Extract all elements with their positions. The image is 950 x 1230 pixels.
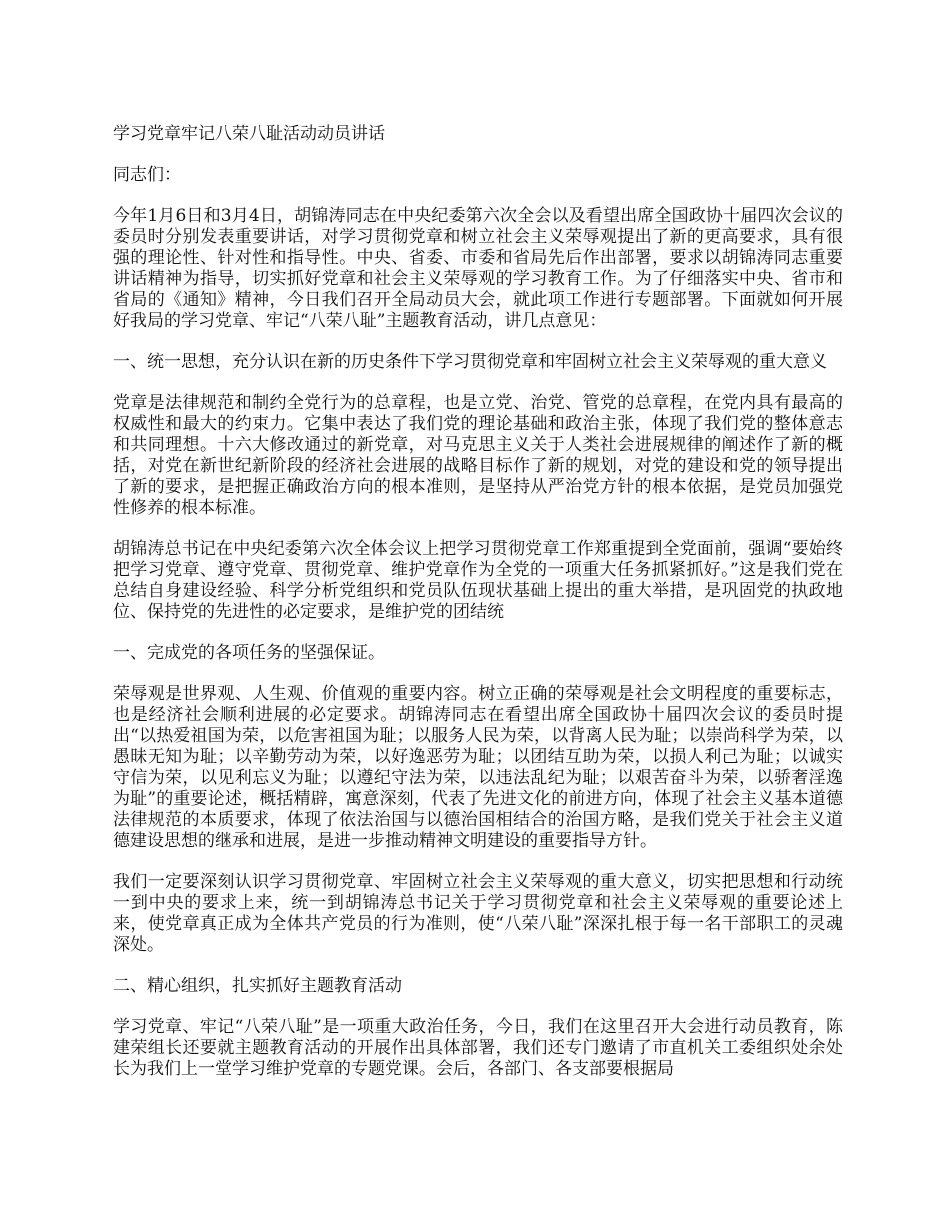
document-title: 学习党章牢记八荣八耻活动动员讲话	[113, 124, 385, 144]
paragraph-organize: 学习党章、牢记“八荣八耻”是一项重大政治任务，今日，我们在这里召开大会进行动员教育，陈建荣组长还要就主题教育活动的开展作出具体部署，我们还专门邀请了市直机关工委组织处余处长为我们上一堂学习维护党章的专题党课。会后，各部门、各支部要根据局	[113, 1017, 843, 1079]
paragraph-hu-speech: 胡锦涛总书记在中央纪委第六次全体会议上把学习贯彻党章工作郑重提到全党面前，强调“要始终把学习党章、遵守党章、贯彻党章、维护党章作为全党的一项重大任务抓紧抓好。”这是我们党在总结自身建设经验、科学分析党组织和党员队伍现状基础上提出的重大举措，是巩固党的执政地位、保持党的先进性的必定要求，是维护党的团结统	[113, 539, 843, 622]
paragraph-understanding: 我们一定要深刻认识学习贯彻党章、牢固树立社会主义荣辱观的重大意义，切实把思想和行动统一到中央的要求上来，统一到胡锦涛总书记关于学习贯彻党章和社会主义荣辱观的重要论述上来，使党章真正成为全体共产党员的行为准则，使“八荣八耻”深深扎根于每一名干部职工的灵魂深处。	[113, 872, 843, 955]
document-page	[113, 124, 843, 1100]
salutation: 同志们：	[113, 165, 181, 185]
paragraph-intro: 今年1月6日和3月4日，胡锦涛同志在中央纪委第六次全会以及看望出席全国政协十届四次会议的委员时分别发表重要讲话，对学习贯彻党章和树立社会主义荣辱观提出了新的更高要求，具有很强的理论性、针对性和指导性。中央、省委、市委和省局先后作出部署，要求以胡锦涛同志重要讲话精神为指导，切实抓好党章和社会主义荣辱观的学习教育工作。为了仔细落实中央、省市和省局的《通知》精神，今日我们召开全局动员大会，就此项工作进行专题部署。下面就如何开展好我局的学习党章、牢记“八荣八耻”主题教育活动，讲几点意见：	[113, 206, 843, 331]
paragraph-party-constitution: 党章是法律规范和制约全党行为的总章程，也是立党、治党、管党的总章程，在党内具有最高的权威性和最大的约束力。它集中表达了我们党的理论基础和政治主张，体现了我们党的整体意志和共同理想。十六大修改通过的新党章，对马克思主义关于人类社会进展规律的阐述作了新的概括，对党在新世纪新阶段的经济社会进展的战略目标作了新的规划，对党的建设和党的领导提出了新的要求，是把握正确政治方向的根本准则，是坚持从严治党方针的根本依据，是党员加强党性修养的根本标准。	[113, 393, 843, 518]
section-heading-2: 二、精心组织，扎实抓好主题教育活动	[113, 976, 402, 996]
paragraph-honor-concept: 荣辱观是世界观、人生观、价值观的重要内容。树立正确的荣辱观是社会文明程度的重要标志，也是经济社会顺利进展的必定要求。胡锦涛同志在看望出席全国政协十届四次会议的委员时提出“以热爱祖国为荣，以危害祖国为耻；以服务人民为荣，以背离人民为耻；以崇尚科学为荣，以愚昧无知为耻；以辛勤劳动为荣，以好逸恶劳为耻；以团结互助为荣，以损人利己为耻；以诚实守信为荣，以见利忘义为耻；以遵纪守法为荣，以违法乱纪为耻；以艰苦奋斗为荣，以骄奢淫逸为耻”的重要论述，概括精辟，寓意深刻，代表了先进文化的前进方向，体现了社会主义基本道德法律规范的本质要求，体现了依法治国与以德治国相结合的治国方略，是我们党关于社会主义道德建设思想的继承和进展，是进一步推动精神文明建设的重要指导方针。	[113, 684, 843, 851]
paragraph-guarantee: 一、完成党的各项任务的坚强保证。	[113, 643, 385, 663]
section-heading-1: 一、统一思想，充分认识在新的历史条件下学习贯彻党章和牢固树立社会主义荣辱观的重大意义	[113, 352, 827, 372]
